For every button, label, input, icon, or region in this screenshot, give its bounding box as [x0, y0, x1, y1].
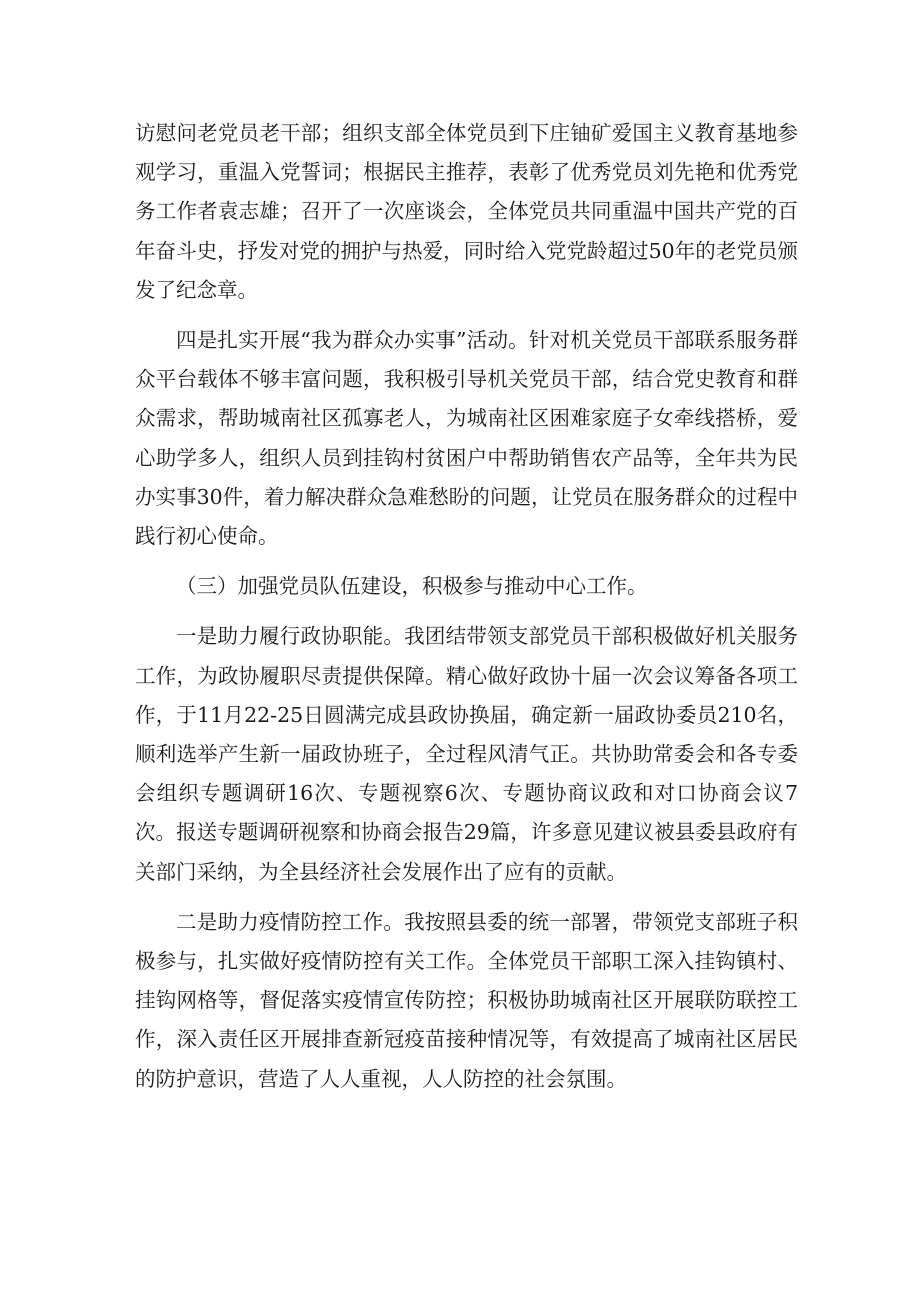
paragraph-continuation: 访慰问老党员老干部；组织支部全体党员到下庄铀矿爱国主义教育基地参观学习，重温入党誓词；根据民主推荐，表彰了优秀党员刘先艳和优秀党务工作者袁志雄；召开了一次座谈会，全体党员共同重温中国共产党的百年奋斗史，抒发对党的拥护与热爱，同时给入党党龄超过50年的老党员颁发了纪念章。 [135, 121, 798, 302]
paragraph-item-one: 一是助力履行政协职能。我团结带领支部党员干部积极做好机关服务工作，为政协履职尽责提供保障。精心做好政协十届一次会议筹备各项工作，于11月22-25日圆满完成县政协换届，确定新一届政协委员210名，顺利选举产生新一届政协班子，全过程风清气正。共协助常委会和各专委会组织专题调研16次、专题视察6次、专题协商议政和对口协商会议7次。报送专题调研视察和协商会报告29篇，许多意见建议被县委县政府有关部门采纳，为全县经济社会发展作出了应有的贡献。 [135, 624, 798, 884]
section-heading-three: （三）加强党员队伍建设，积极参与推动中心工作。 [176, 574, 648, 599]
paragraph-item-two: 二是助力疫情防控工作。我按照县委的统一部署，带领党支部班子积极参与，扎实做好疫情防控有关工作。全体党员干部职工深入挂钩镇村、挂钩网格等，督促落实疫情宣传防控；积极协助城南社区开展联防联控工作，深入责任区开展排查新冠疫苗接种情况等，有效提高了城南社区居民的防护意识，营造了人人重视，人人防控的社会氛围。 [135, 909, 798, 1091]
document-body [135, 114, 798, 1110]
paragraph-item-four: 四是扎实开展“我为群众办实事”活动。针对机关党员干部联系服务群众平台载体不够丰富问题，我积极引导机关党员干部，结合党史教育和群众需求，帮助城南社区孤寡老人，为城南社区困难家庭子女牵线搭桥，爱心助学多人，组织人员到挂钩村贫困户中帮助销售农产品等，全年共为民办实事30件，着力解决群众急难愁盼的问题，让党员在服务群众的过程中践行初心使命。 [135, 328, 798, 549]
